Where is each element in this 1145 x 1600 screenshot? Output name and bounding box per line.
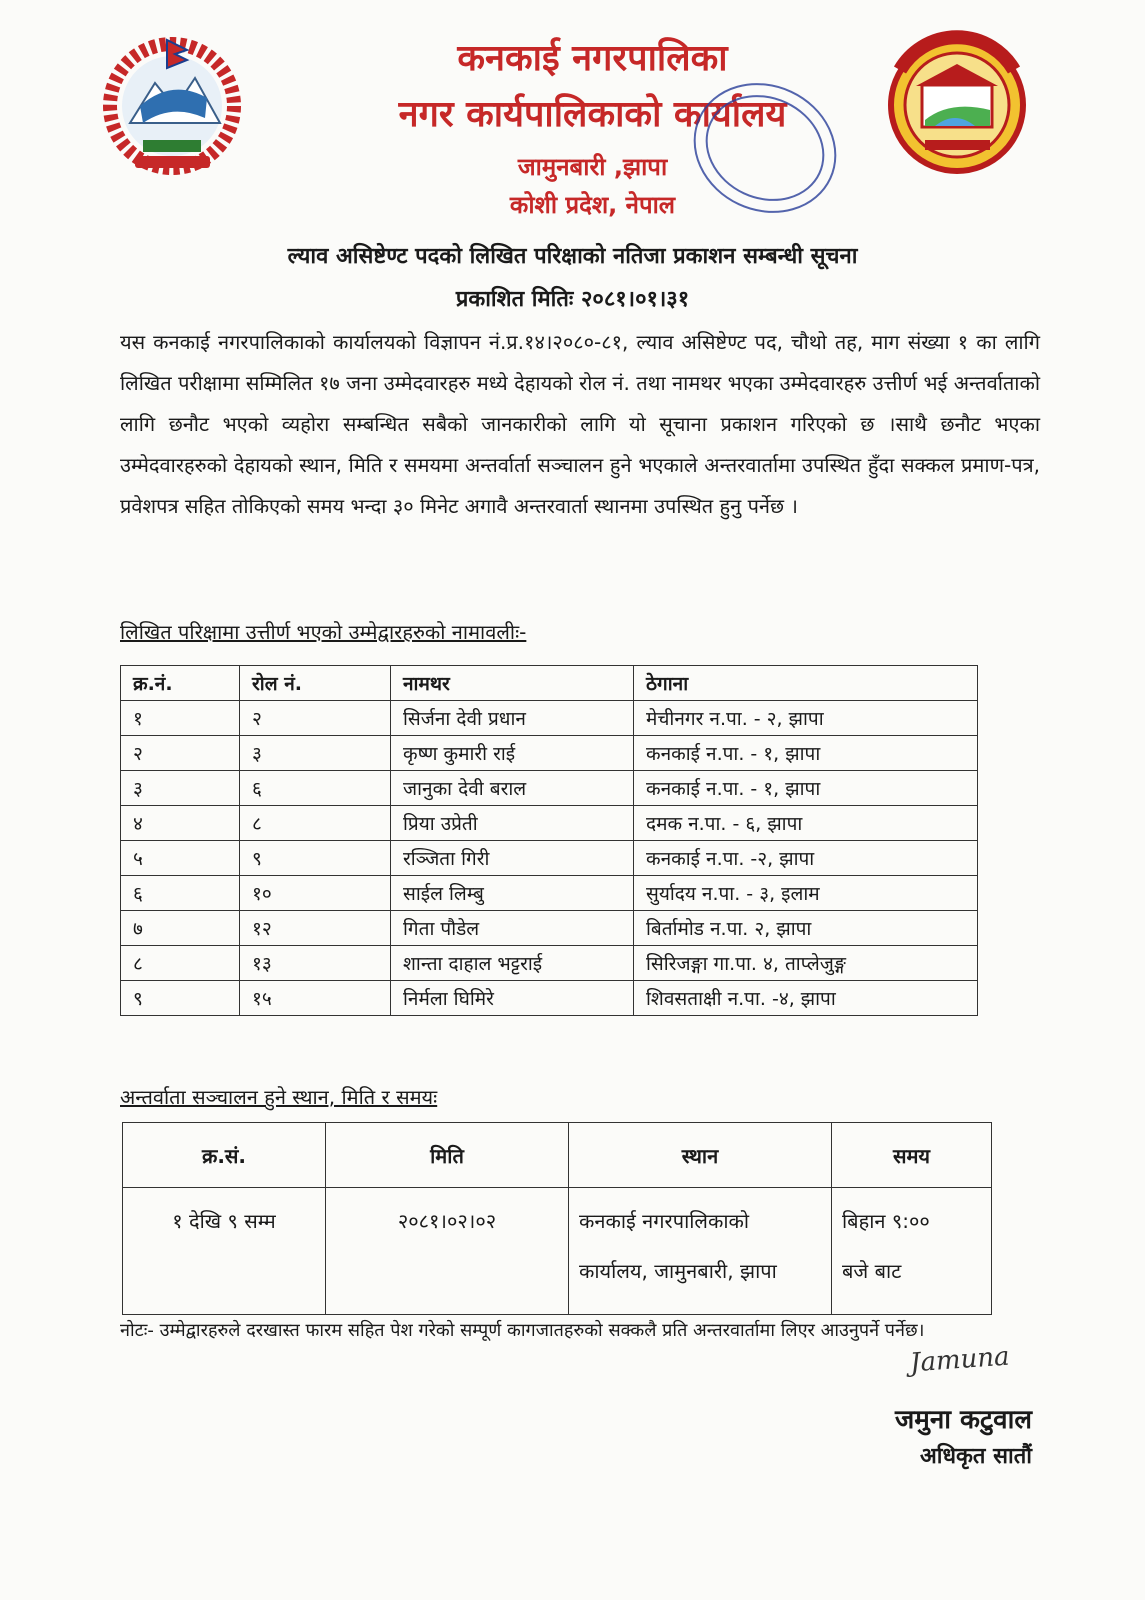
notice-title: ल्याव असिष्टेण्ट पदको लिखित परिक्षाको नतिजा प्रकाशन सम्बन्धी सूचना	[287, 244, 858, 269]
table-row	[121, 981, 978, 1016]
signatory-name: जमुना कटुवाल	[895, 1405, 1032, 1435]
cell-roll: ३	[240, 736, 391, 771]
table-row	[121, 841, 978, 876]
cell-serial: २	[121, 736, 240, 771]
col-name: नामथर	[391, 666, 634, 701]
cell-address: दमक न.पा. - ६, झापा	[634, 806, 978, 841]
cell-name: जानुका देवी बराल	[391, 771, 634, 806]
cell-roll: २	[240, 701, 391, 736]
published-date: प्रकाशित मितिः २०८१।०१।३१	[455, 287, 690, 312]
table-row	[121, 736, 978, 771]
office-name: नगर कार्यपालिकाको कार्यालय	[398, 94, 787, 135]
cell-serial: ६	[121, 876, 240, 911]
place-line-2: कार्यालय, जामुनबारी, झापा	[579, 1259, 777, 1283]
table-row	[121, 876, 978, 911]
cell-serial: ८	[121, 946, 240, 981]
cell-name: शान्ता दाहाल भट्टराई	[391, 946, 634, 981]
cell-address: मेचीनगर न.पा. - २, झापा	[634, 701, 978, 736]
cell-serial: ३	[121, 771, 240, 806]
cell-name: साईल लिम्बु	[391, 876, 634, 911]
table-row	[121, 806, 978, 841]
notice-body: यस कनकाई नगरपालिकाको कार्यालयको विज्ञापन नं.प्र.१४।२०८०-८१, ल्याव असिष्टेण्ट पद, चौथो तह, माग संख्या १ का लागि लिखित परीक्षामा सम्मिलित १७ जना उम्मेदवारहरु मध्ये देहायको रोल नं. तथा नामथर भएका उम्मेदवारहरु उत्तीर्ण भई अन्तर्वाताको लागि छनौट भएको व्यहोरा सम्बन्धित सबैको जानकारीको लागि यो सूचाना प्रकाशन गरिएको छ ।साथै छनौट भएका उम्मेदवारहरुको देहायको स्थान, मिति र समयमा अन्तर्वार्ता सञ्चालन हुने भएकाले अन्तरवार्तामा उपस्थित हुँदा सक्कल प्रमाण-पत्र, प्रवेशपत्र सहित तोकिएको समय भन्दा ३० मिनेट अगावै अन्तरवार्ता स्थानमा उपस्थित हुनु पर्नेछ ।	[120, 330, 1040, 518]
col-serial: क्र.नं.	[121, 666, 240, 701]
cell-place	[569, 1188, 832, 1315]
cell-roll: ९	[240, 841, 391, 876]
passed-candidates-heading: लिखित परिक्षामा उत्तीर्ण भएको उम्मेद्वारहरुको नामावलीः-	[120, 620, 527, 644]
col-serial: क्र.सं.	[123, 1123, 326, 1188]
cell-roll: १०	[240, 876, 391, 911]
time-line-2: बजे बाट	[842, 1259, 902, 1283]
col-date: मिति	[326, 1123, 569, 1188]
interview-schedule-heading: अन्तर्वाता सञ्चालन हुने स्थान, मिति र समयः	[120, 1085, 438, 1109]
cell-name: रञ्जिता गिरी	[391, 841, 634, 876]
cell-address: कनकाई न.पा. - १, झापा	[634, 736, 978, 771]
cell-roll: ६	[240, 771, 391, 806]
cell-name: निर्मला घिमिरे	[391, 981, 634, 1016]
cell-serial: ७	[121, 911, 240, 946]
place-line-1: कनकाई नगरपालिकाको	[579, 1209, 750, 1233]
municipality-name: कनकाई नगरपालिका	[457, 38, 728, 79]
cell-address: शिवसताक्षी न.पा. -४, झापा	[634, 981, 978, 1016]
cell-roll: १२	[240, 911, 391, 946]
cell-serial: ५	[121, 841, 240, 876]
cell-name: प्रिया उप्रेती	[391, 806, 634, 841]
cell-name: सिर्जना देवी प्रधान	[391, 701, 634, 736]
signatory-designation: अधिकृत सातौं	[920, 1444, 1032, 1469]
table-row	[121, 771, 978, 806]
col-time: समय	[832, 1123, 992, 1188]
cell-roll: १५	[240, 981, 391, 1016]
cell-address: सिरिजङ्गा गा.पा. ४, ताप्लेजुङ्ग	[634, 946, 978, 981]
col-place: स्थान	[569, 1123, 832, 1188]
passed-candidates-table	[120, 665, 978, 1016]
table-header-row	[123, 1123, 992, 1188]
cell-serial: १	[121, 701, 240, 736]
cell-roll: ८	[240, 806, 391, 841]
interview-schedule-table	[122, 1122, 992, 1315]
cell-roll: १३	[240, 946, 391, 981]
col-roll: रोल नं.	[240, 666, 391, 701]
cell-address: सुर्यादय न.पा. - ३, इलाम	[634, 876, 978, 911]
cell-date: २०८१।०२।०२	[326, 1188, 569, 1315]
note-text: नोटः- उम्मेद्वारहरुले दरखास्त फारम सहित पेश गरेको सम्पूर्ण कागजातहरुको सक्कलै प्रति अन्तरवार्तामा लिएर आउनुपर्ने पर्नेछ।	[120, 1320, 925, 1341]
table-row	[121, 701, 978, 736]
cell-address: कनकाई न.पा. -२, झापा	[634, 841, 978, 876]
office-location: जामुनबारी ,झापा	[517, 153, 668, 181]
office-province: कोशी प्रदेश, नेपाल	[509, 191, 676, 219]
cell-address: बिर्तामोड न.पा. २, झापा	[634, 911, 978, 946]
cell-name: कृष्ण कुमारी राई	[391, 736, 634, 771]
cell-range: १ देखि ९ सम्म	[123, 1188, 326, 1315]
cell-address: कनकाई न.पा. - १, झापा	[634, 771, 978, 806]
office-stamp	[680, 68, 850, 228]
table-row	[123, 1188, 992, 1315]
table-header-row	[121, 666, 978, 701]
cell-serial: ४	[121, 806, 240, 841]
col-address: ठेगाना	[634, 666, 978, 701]
cell-serial: ९	[121, 981, 240, 1016]
cell-time	[832, 1188, 992, 1315]
time-line-1: बिहान ९:००	[842, 1209, 930, 1233]
table-row	[121, 911, 978, 946]
kankai-municipality-logo	[880, 30, 1035, 180]
cell-name: गिता पौडेल	[391, 911, 634, 946]
table-row	[121, 946, 978, 981]
handwritten-signature: Jamuna	[909, 1341, 1011, 1379]
